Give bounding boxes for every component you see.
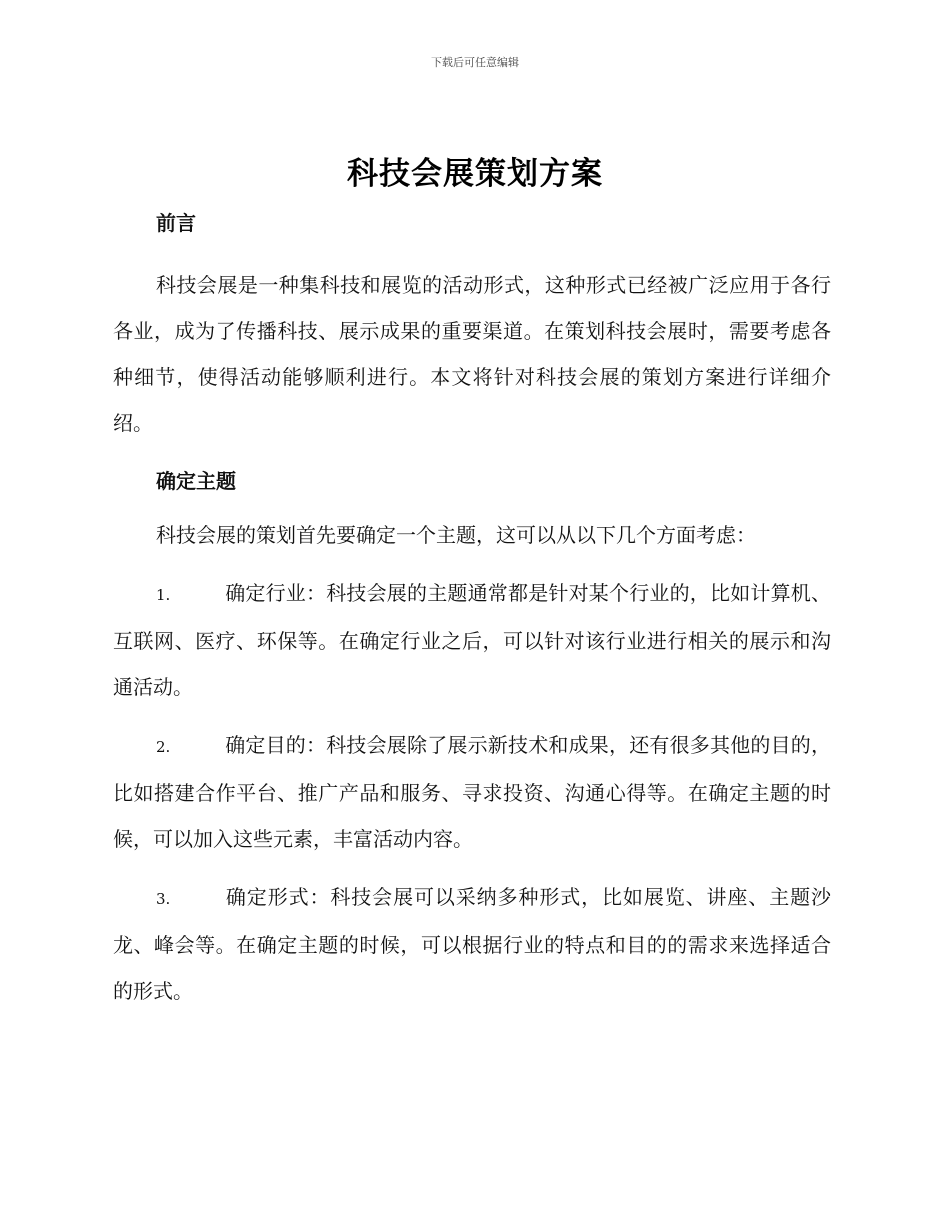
page-header-note: 下载后可任意编辑 [431,56,519,69]
list-item-number: 2. [156,738,171,756]
document-title: 科技会展策划方案 [347,156,603,192]
section-heading-topic: 确定主题 [156,469,236,493]
list-item [113,874,831,1014]
list-item-text: 确定形式：科技会展可以采纳多种形式，比如展览、讲座、主题沙龙、峰会等。在确定主题的时候，可以根据行业的特点和目的的需求来选择适合的形式。 [113,885,831,1003]
list-item-number: 1. [156,586,171,604]
list-item [113,722,831,862]
topic-intro-paragraph: 科技会展的策划首先要确定一个主题，这可以从以下几个方面考虑： [156,523,756,547]
list-item [113,570,831,710]
list-item-number: 3. [156,890,171,908]
section-heading-preface: 前言 [156,211,196,235]
list-item-text: 确定目的：科技会展除了展示新技术和成果，还有很多其他的目的，比如搭建合作平台、推广产品和服务、寻求投资、沟通心得等。在确定主题的时候，可以加入这些元素，丰富活动内容。 [113,733,831,851]
preface-paragraph: 科技会展是一种集科技和展览的活动形式，这种形式已经被广泛应用于各行各业，成为了传播科技、展示成果的重要渠道。在策划科技会展时，需要考虑各种细节，使得活动能够顺利进行。本文将针对科技会展的策划方案进行详细介绍。 [113,273,831,435]
document-body [113,204,831,1014]
list-item-text: 确定行业：科技会展的主题通常都是针对某个行业的，比如计算机、互联网、医疗、环保等。在确定行业之后，可以针对该行业进行相关的展示和沟通活动。 [113,581,831,699]
